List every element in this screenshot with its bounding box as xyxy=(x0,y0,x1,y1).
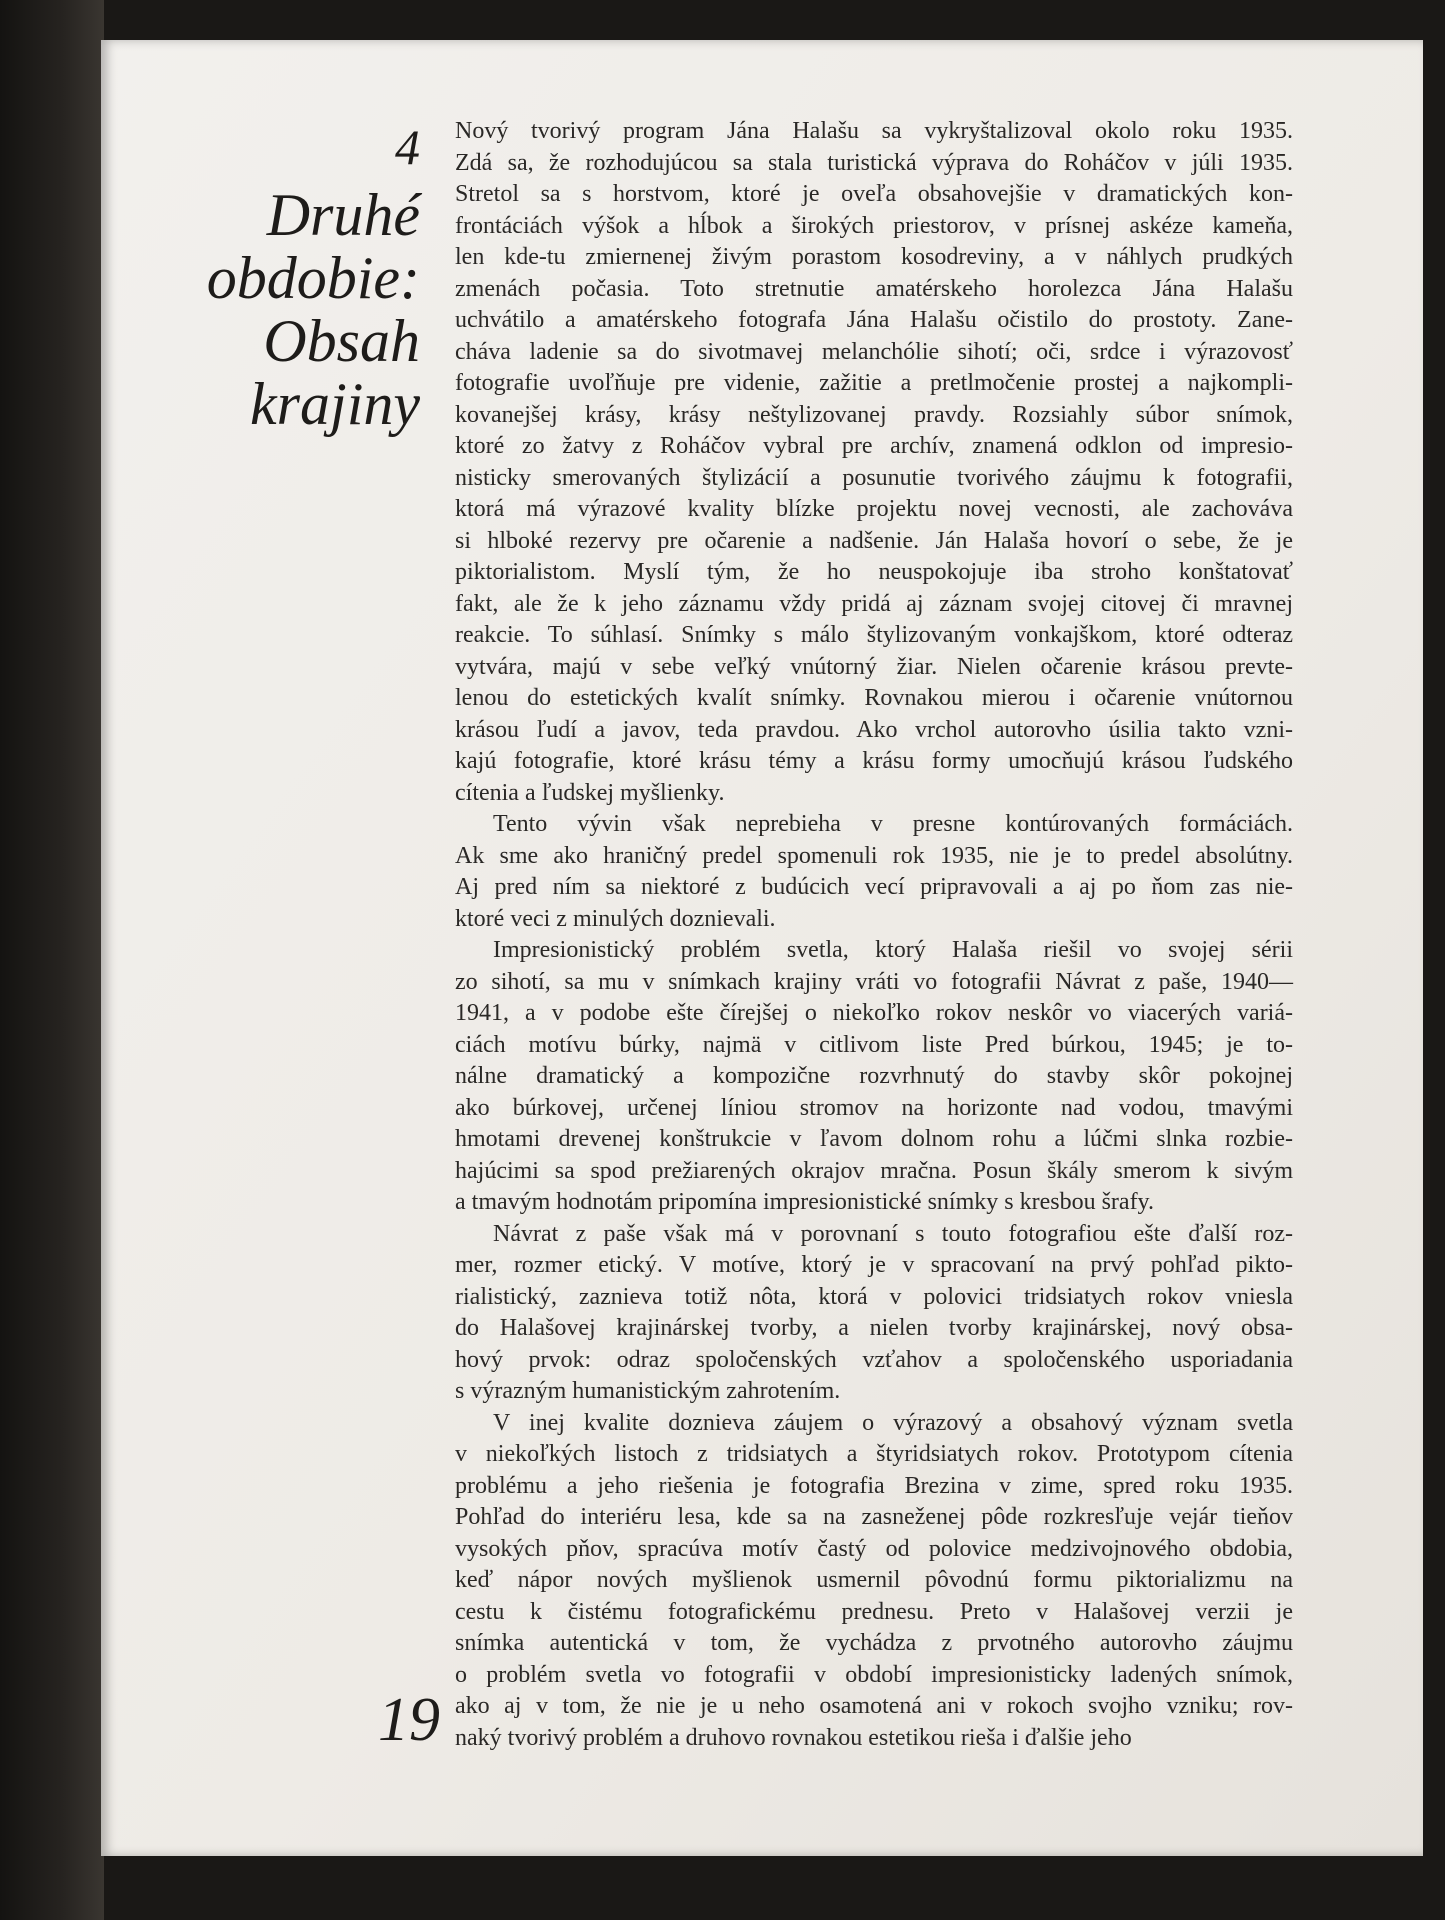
text-line: Nový tvorivý program Jána Halašu sa vykryštalizoval okolo roku 1935. xyxy=(455,118,1293,144)
text-line: hmotami drevenej konštrukcie v ľavom dolnom rohu a lúčmi slnka rozbie- xyxy=(455,1126,1293,1152)
text-line: nisticky smerovaných štylizácií a posunutie tvorivého záujmu k fotografii, xyxy=(455,464,1293,491)
body-text xyxy=(455,116,1293,1754)
text-line: ktoré veci z minulých doznievali. xyxy=(455,905,776,932)
paragraph xyxy=(455,1219,1293,1408)
text-line: ktorá má výrazové kvality blízke projektu novej vecnosti, ale zachováva xyxy=(455,496,1293,522)
text-line: o problém svetla vo fotografii v období impresionisticky ladených snímok, xyxy=(455,1661,1293,1688)
text-line: zo sihotí, sa mu v snímkach krajiny vráti vo fotografii Návrat z paše, 1940— xyxy=(455,968,1293,995)
text-line: uchvátilo a amatérskeho fotografa Jána Halašu očistilo do prostoty. Zane- xyxy=(455,307,1293,333)
text-line: ako aj v tom, že nie je u neho osamotená ani v rokoch svojho vzniku; rov- xyxy=(455,1693,1293,1719)
text-line: s výrazným humanistickým zahrotením. xyxy=(455,1378,841,1404)
text-line: lenou do estetických kvalít snímky. Rovnakou mierou i očarenie vnútornou xyxy=(455,685,1293,711)
chapter-heading xyxy=(170,118,420,436)
chapter-title-line: obdobie: xyxy=(206,245,420,311)
text-line: keď nápor nových myšlienok usmernil pôvodnú formu piktorializmu na xyxy=(455,1567,1293,1593)
text-line: vytvára, majú v sebe veľký vnútorný žiar. Nielen očarenie krásou prevte- xyxy=(455,653,1293,680)
text-line: do Halašovej krajinárskej tvorby, a nielen tvorby krajinárskej, nový obsa- xyxy=(455,1315,1293,1341)
text-line: Impresionistický problém svetla, ktorý Halaša riešil vo svojej sérii xyxy=(493,937,1293,963)
text-line: vysokých pňov, spracúva motív častý od polovice medzivojnového obdobia, xyxy=(455,1535,1293,1562)
text-line: cítenia a ľudskej myšlienky. xyxy=(455,779,725,806)
paragraph xyxy=(455,809,1293,935)
text-line: kovanejšej krásy, krásy neštylizovanej pravdy. Rozsiahly súbor snímok, xyxy=(455,401,1293,428)
text-line: fotografie uvoľňuje pre videnie, zažitie a pretlmočenie prostej a najkompli- xyxy=(455,370,1293,396)
text-line: Návrat z paše však má v porovnaní s touto fotografiou ešte ďalší roz- xyxy=(493,1220,1293,1247)
text-line: problému a jeho riešenia je fotografia Brezina v zime, spred roku 1935. xyxy=(455,1472,1293,1499)
book-spine-shadow xyxy=(0,0,104,1920)
text-line: Tento vývin však neprebieha v presne kontúrovaných formáciách. xyxy=(493,811,1293,837)
text-line: piktorialistom. Myslí tým, že ho neuspokojuje iba stroho konštatovať xyxy=(455,559,1293,585)
text-line: 1941, a v podobe ešte čírejšej o niekoľko rokov neskôr vo viacerých variá- xyxy=(455,1000,1293,1026)
paragraph xyxy=(455,1408,1293,1755)
text-line: cestu k čistému fotografickému prednesu. Preto v Halašovej verzii je xyxy=(455,1598,1293,1625)
text-line: Ak sme ako hraničný predel spomenuli rok 1935, nie je to predel absolútny. xyxy=(455,842,1293,869)
text-line: cháva ladenie sa do sivotmavej melanchólie sihotí; oči, srdce i výrazovosť xyxy=(455,338,1293,365)
chapter-title-line: Druhé xyxy=(266,182,420,248)
text-line: si hlboké rezervy pre očarenie a nadšenie. Ján Halaša hovorí o sebe, že je xyxy=(455,527,1293,554)
chapter-number: 4 xyxy=(395,119,420,175)
text-line: fakt, ale že k jeho záznamu vždy pridá aj záznam svojej citovej či mravnej xyxy=(455,590,1293,617)
text-line: mer, rozmer etický. V motíve, ktorý je v spracovaní na prvý pohľad pikto- xyxy=(455,1252,1293,1278)
paragraph xyxy=(455,935,1293,1219)
text-line: nálne dramatický a kompozične rozvrhnutý do stavby skôr pokojnej xyxy=(455,1063,1293,1089)
text-line: kajú fotografie, ktoré krásu témy a krásu formy umocňujú krásou ľudského xyxy=(455,748,1293,774)
text-line: ktoré zo žatvy z Roháčov vybral pre archív, znamená odklon od impresio- xyxy=(455,433,1293,459)
text-line: V inej kvalite doznieva záujem o výrazový a obsahový význam svetla xyxy=(493,1409,1293,1436)
text-line: Aj pred ním sa niektoré z budúcich vecí pripravovali a aj po ňom zas nie- xyxy=(455,874,1293,900)
chapter-title-line: krajiny xyxy=(250,371,420,437)
text-line: naký tvorivý problém a druhovo rovnakou estetikou rieša i ďalšie jeho xyxy=(455,1724,1132,1751)
chapter-title-line: Obsah xyxy=(263,308,420,374)
text-line: v niekoľkých listoch z tridsiatych a štyridsiatych rokov. Prototypom cítenia xyxy=(455,1441,1293,1467)
text-line: hajúcimi sa spod prežiarených okrajov mračna. Posun škály smerom k sivým xyxy=(455,1157,1293,1184)
text-line: hový prvok: odraz spoločenských vzťahov a spoločenského usporiadania xyxy=(455,1346,1293,1373)
text-line: len kde-tu zmiernenej živým porastom kosodreviny, a v náhlych prudkých xyxy=(455,244,1293,270)
text-line: reakcie. To súhlasí. Snímky s málo štylizovaným vonkajškom, ktoré odteraz xyxy=(455,622,1293,648)
text-line: krásou ľudí a javov, teda pravdou. Ako vrchol autorovho úsilia takto vzni- xyxy=(455,716,1293,743)
text-line: Stretol sa s horstvom, ktoré je oveľa obsahovejšie v dramatických kon- xyxy=(455,181,1293,207)
page-number: 19 xyxy=(378,1686,440,1754)
text-line: rialistický, zaznieva totiž nôta, ktorá v polovici tridsiatych rokov vniesla xyxy=(455,1283,1293,1310)
paragraph xyxy=(455,116,1293,809)
text-line: ciách motívu búrky, najmä v citlivom liste Pred búrkou, 1945; je to- xyxy=(455,1031,1293,1058)
text-line: snímka autentická v tom, že vychádza z prvotného autorovho záujmu xyxy=(455,1630,1293,1656)
text-line: ako búrkovej, určenej líniou stromov na horizonte nad vodou, tmavými xyxy=(455,1094,1293,1121)
text-line: zmenách počasia. Toto stretnutie amatérskeho horolezca Jána Halašu xyxy=(455,275,1293,302)
text-line: a tmavým hodnotám pripomína impresionistické snímky s kresbou šrafy. xyxy=(455,1189,1154,1215)
text-line: Zdá sa, že rozhodujúcou sa stala turistická výprava do Roháčov v júli 1935. xyxy=(455,149,1293,176)
text-line: Pohľad do interiéru lesa, kde sa na zasneženej pôde rozkresľuje vejár tieňov xyxy=(455,1504,1293,1530)
chapter-title xyxy=(170,184,420,436)
text-line: frontáciách výšok a hĺbok a širokých priestorov, v prísnej askéze kameňa, xyxy=(455,212,1293,239)
